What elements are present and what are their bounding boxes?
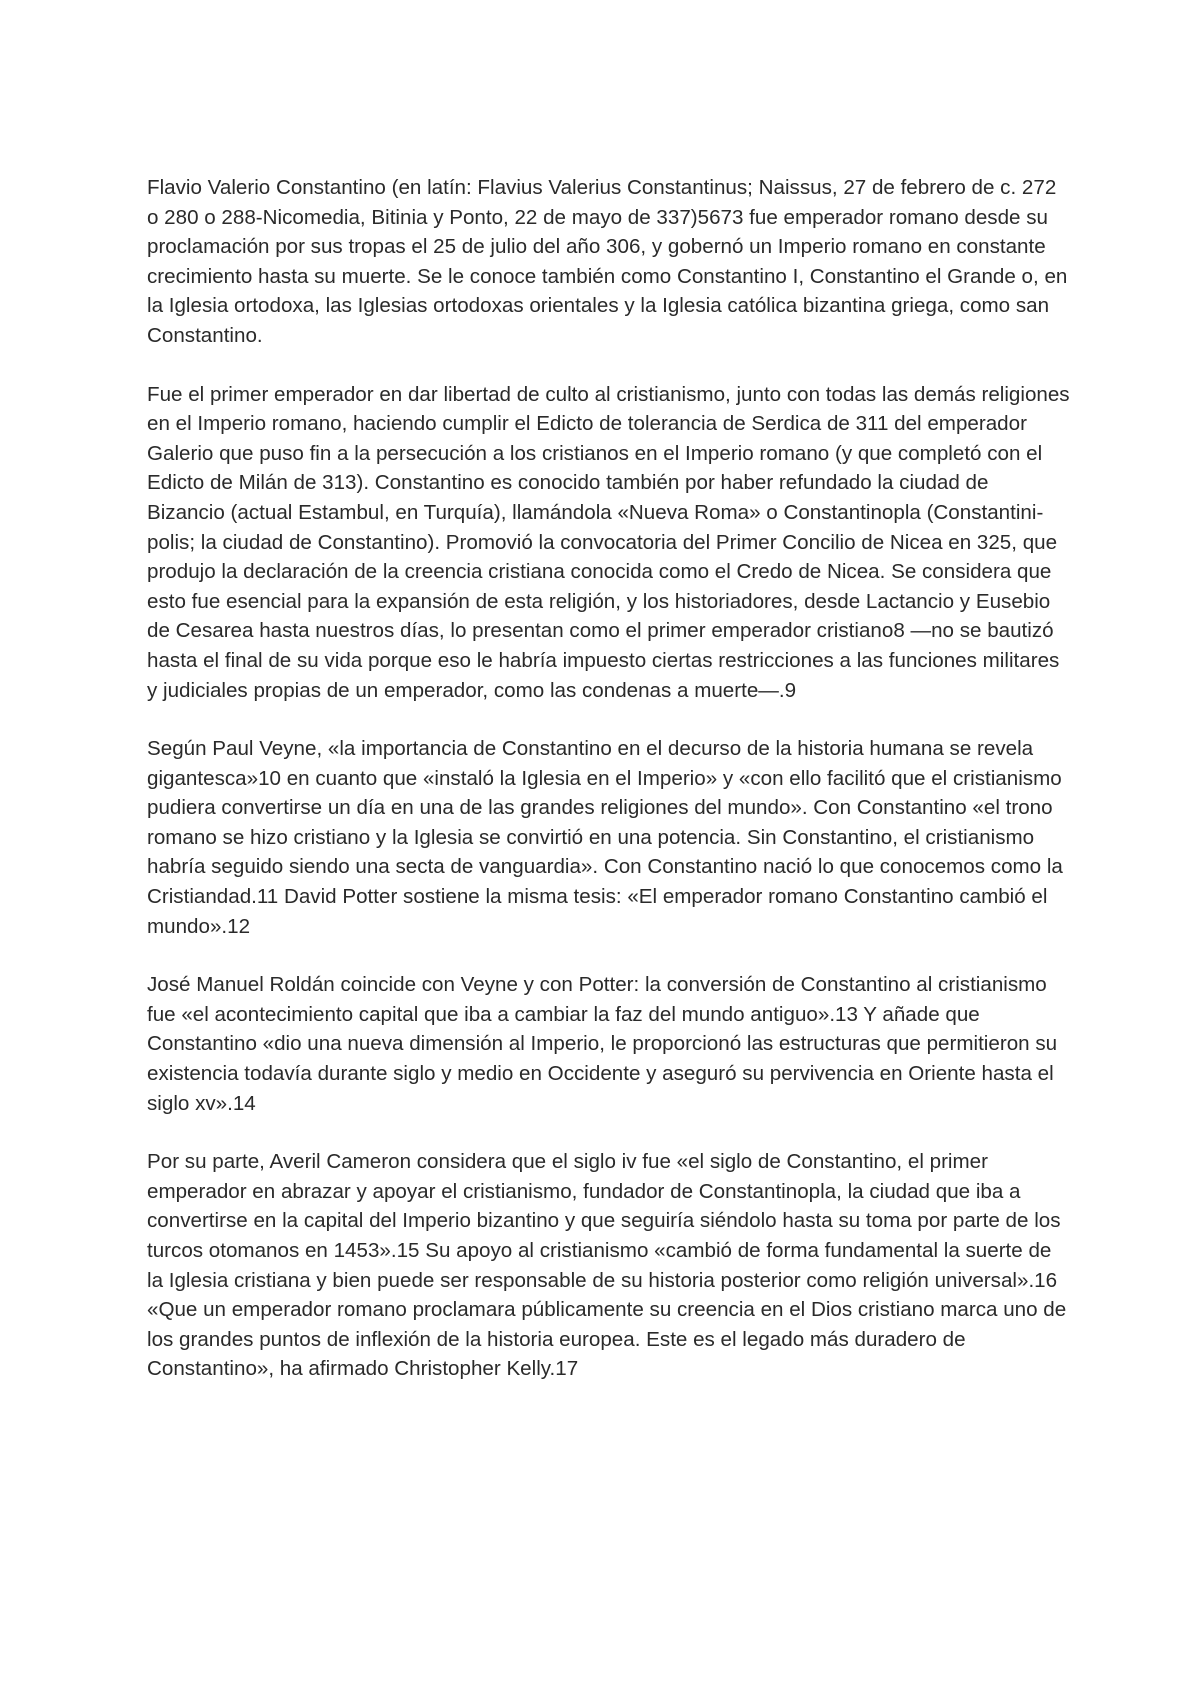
paragraph-4: José Manuel Roldán coincide con Veyne y con Potter: la conversión de Constantino al cristianismo fue «el acontecimiento capital que iba a cambiar la faz del mundo antiguo».13 Y añade que Constantino «dio una nueva dimensión al Imperio, le proporcionó las estructuras que permitieron su existencia todavía durante siglo y medio en Occidente y aseguró su pervivencia en Oriente hasta el siglo xv».14 — [147, 973, 1058, 1115]
paragraph-2: Fue el primer emperador en dar libertad de culto al cristianismo, junto con todas las demás religiones en el Imperio romano, haciendo cumplir el Edicto de tolerancia de Serdica de 311 del emperador Galerio que puso fin a la persecución a los cristianos en el Imperio romano (y que completó con el Edicto de Milán de 313). Constantino es conocido también por haber refundado la ciudad de Bizancio (actual Estambul, en Turquía), llamándola «Nueva Roma» o Constantinopla (Constantini-polis; la ciudad de Constantino). Promovió la convocatoria del Primer Concilio de Nicea en 325, que produjo la declaración de la creencia cristiana conocida como el Credo de Nicea. Se considera que esto fue esencial para la expansión de esta religión, y los historiadores, desde Lactancio y Eusebio de Cesarea hasta nuestros días, lo presentan como el primer emperador cristiano8 —no se bautizó hasta el final de su vida porque eso le habría impuesto ciertas restricciones a las funciones militares y judiciales propias de un emperador, como las condenas a muerte—.9 — [147, 382, 1070, 702]
document-body — [147, 173, 1072, 1413]
paragraph-5: Por su parte, Averil Cameron considera que el siglo iv fue «el siglo de Constantino, el primer emperador en abrazar y apoyar el cristianismo, fundador de Constantinopla, la ciudad que iba a convertirse en la capital del Imperio bizantino y que seguiría siéndolo hasta su toma por parte de los turcos otomanos en 1453».15 Su apoyo al cristianismo «cambió de forma fundamental la suerte de la Iglesia cristiana y bien puede ser responsable de su historia posterior como religión universal».16 «Que un emperador romano proclamara públicamente su creencia en el Dios cristiano marca uno de los grandes puntos de inflexión de la historia europea. Este es el legado más duradero de Constantino», ha afirmado Christopher Kelly.17 — [147, 1150, 1067, 1381]
paragraph-1: Flavio Valerio Constantino (en latín: Flavius Valerius Constantinus; Naissus, 27 de febrero de c. 272 o 280 o 288-Nicomedia, Bitinia y Ponto, 22 de mayo de 337)5673 fue emperador romano desde su proclamación por sus tropas el 25 de julio del año 306, y gobernó un Imperio romano en constante crecimiento hasta su muerte. Se le conoce también como Constantino I, Constantino el Grande o, en la Iglesia ortodoxa, las Iglesias ortodoxas orientales y la Iglesia católica bizantina griega, como san Constantino. — [147, 176, 1068, 347]
paragraph-3: Según Paul Veyne, «la importancia de Constantino en el decurso de la historia humana se revela gigantesca»10 en cuanto que «instaló la Iglesia en el Imperio» y «con ello facilitó que el cristianismo pudiera convertirse un día en una de las grandes religiones del mundo». Con Constantino «el trono romano se hizo cristiano y la Iglesia se convirtió en una potencia. Sin Constantino, el cristianismo habría seguido siendo una secta de vanguardia». Con Constantino nació lo que conocemos como la Cristiandad.11 David Potter sostiene la misma tesis: «El emperador romano Constantino cambió el mundo».12 — [147, 737, 1063, 938]
